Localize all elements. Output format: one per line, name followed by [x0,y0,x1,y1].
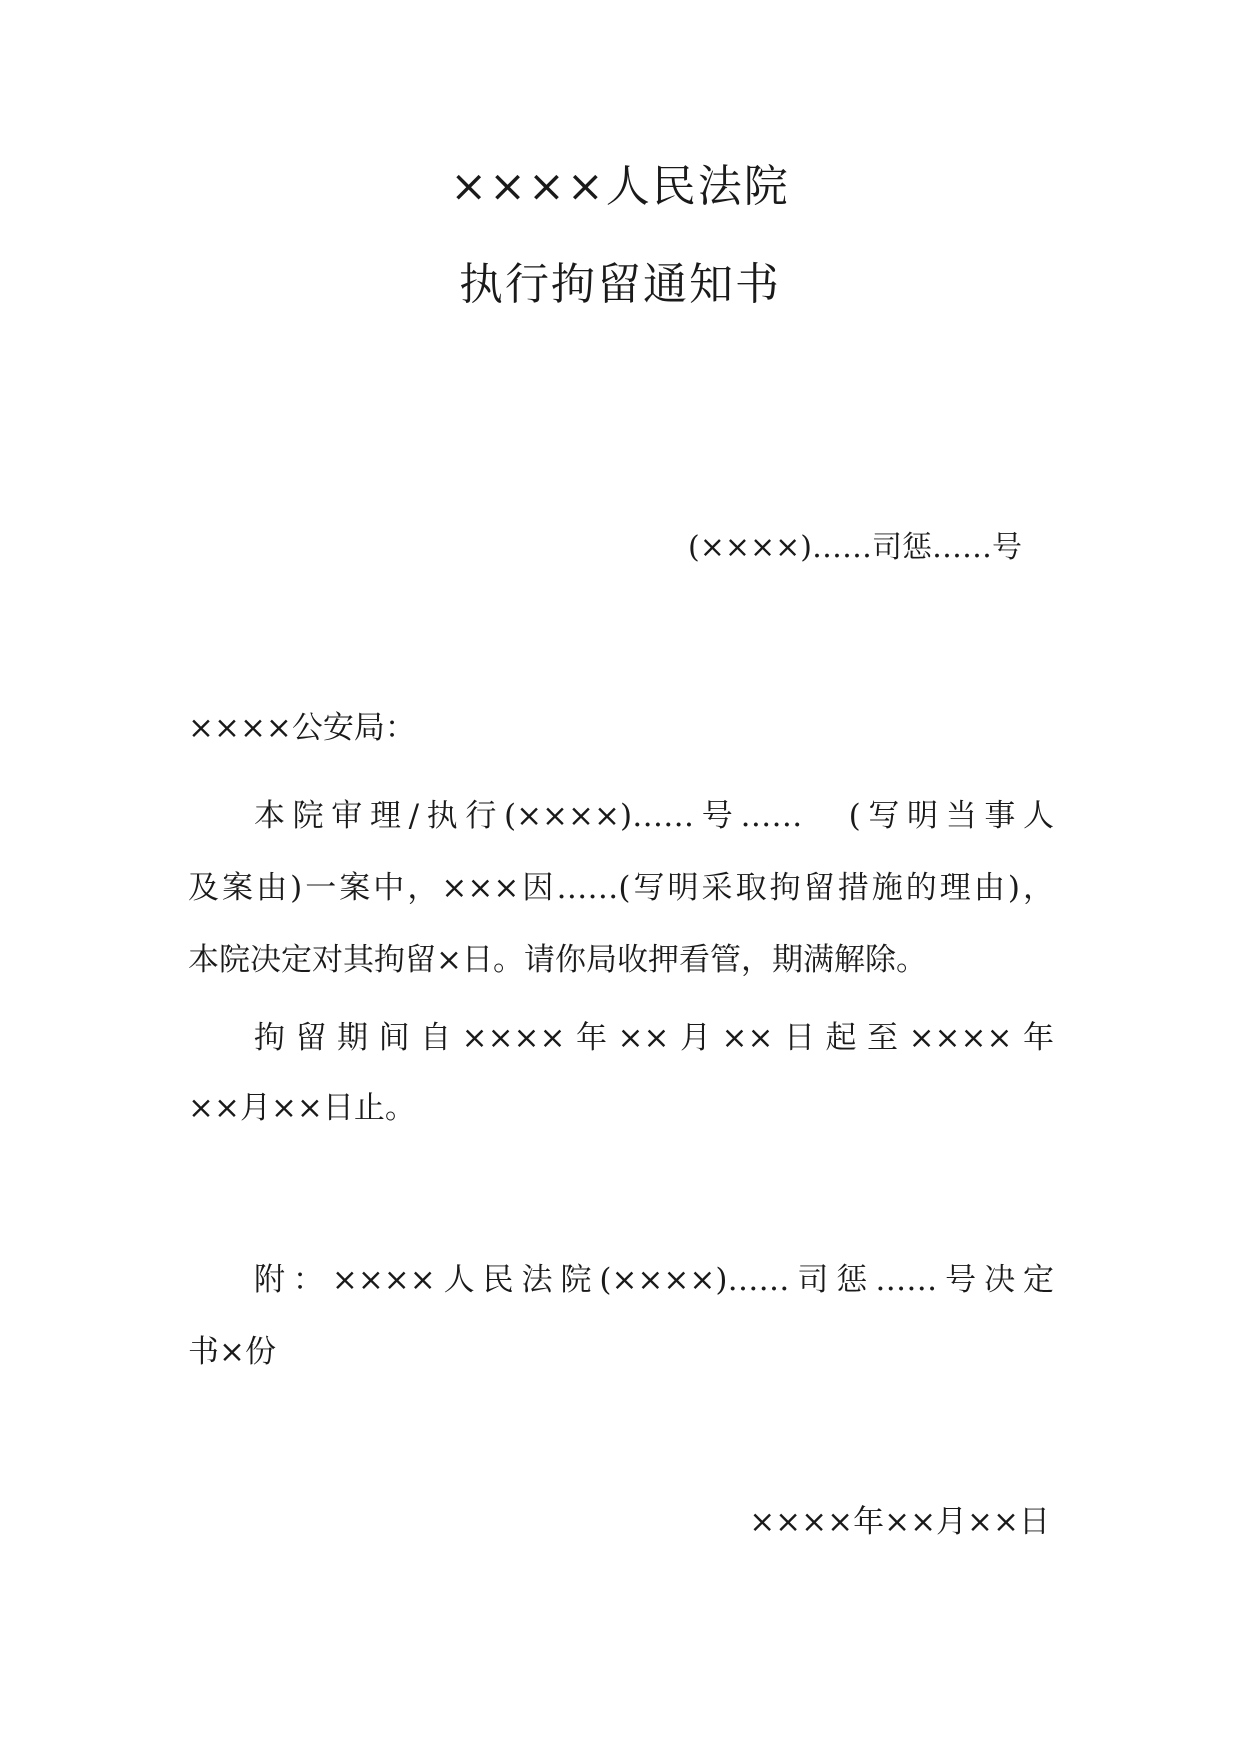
court-name: ××××人民法院 [450,161,790,212]
document-number: (××××)……司惩……号 [688,530,1022,565]
paragraph-line: 及案由)一案中，×××因……(写明采取拘留措施的理由)， [188,870,1054,906]
paragraph-line: 拘留期间自××××年××月××日起至××××年 [254,1020,1054,1056]
paragraph-line: ××月××日止。 [188,1090,416,1126]
paragraph-line: 本院决定对其拘留×日。请你局收押看管，期满解除。 [188,942,927,978]
paragraph-line: 本院审理/执行(××××)……号…… (写明当事人 [254,798,1054,834]
document-title: 执行拘留通知书 [459,259,781,310]
document-date: ××××年××月××日 [749,1504,1050,1540]
addressee: ××××公安局： [188,710,416,746]
attachment-line: 书×份 [188,1334,276,1370]
attachment-line: 附：××××人民法院(××××)……司惩……号决定 [254,1262,1054,1298]
